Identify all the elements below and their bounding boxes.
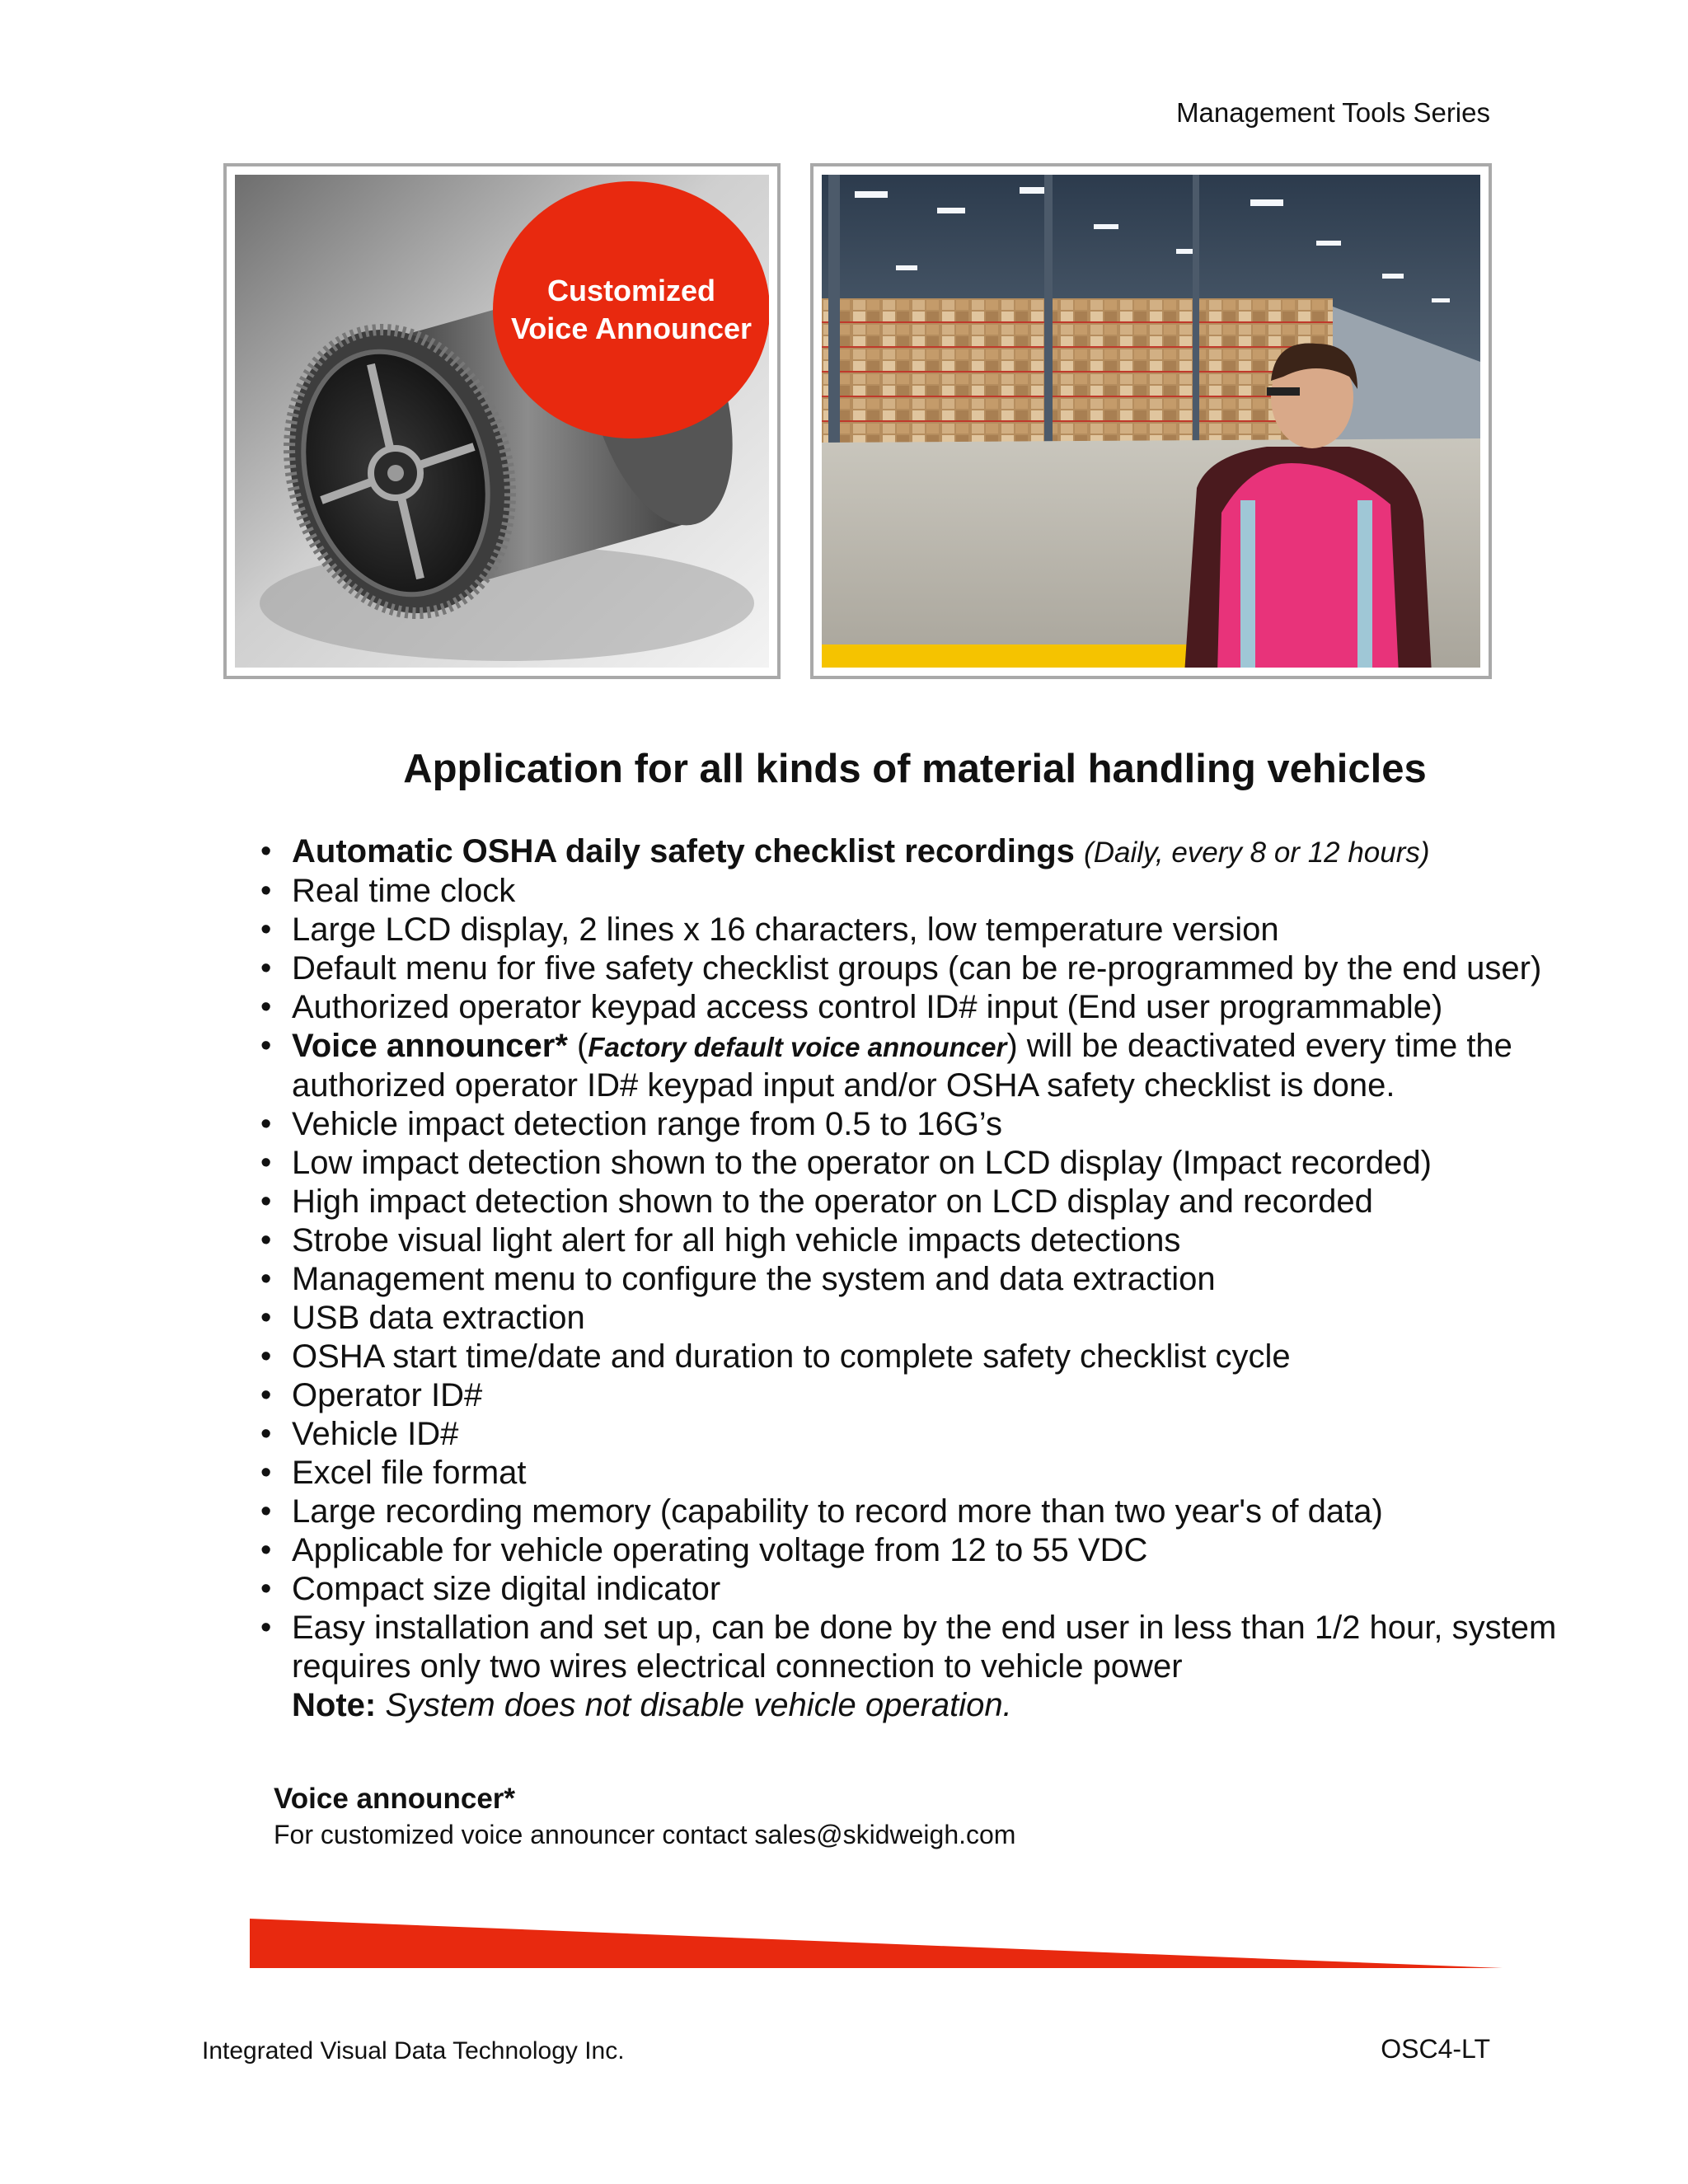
list-item: • Large recording memory (capability to record more than two year's of data) (257, 1493, 1576, 1531)
list-item: • Real time clock (257, 872, 1576, 911)
product-photo (223, 163, 781, 679)
list-item: • Automatic OSHA daily safety checklist recordings (Daily, every 8 or 12 hours) (257, 832, 1576, 872)
voice-announcer-contact: For customized voice announcer contact sales@skidweigh.com (274, 1820, 1016, 1849)
feature-list (257, 832, 1576, 1725)
list-item: • USB data extraction (257, 1299, 1576, 1338)
document-code: OSC4-LT (1381, 2034, 1490, 2064)
list-item: • Low impact detection shown to the operator on LCD display (Impact recorded) (257, 1144, 1576, 1183)
list-item: • Vehicle impact detection range from 0.5 to 16G’s (257, 1105, 1576, 1144)
page-heading: Application for all kinds of material handling vehicles (403, 747, 1427, 791)
red-accent-bar (250, 1919, 1503, 1970)
list-item: • Default menu for five safety checklist groups (can be re-programmed by the end user) (257, 949, 1576, 988)
list-item: • Vehicle ID# (257, 1415, 1576, 1454)
series-label: Management Tools Series (1176, 97, 1490, 128)
note-text: System does not disable vehicle operation. (376, 1687, 1012, 1723)
list-item: • High impact detection shown to the operator on LCD display and recorded (257, 1183, 1576, 1221)
company-name: Integrated Visual Data Technology Inc. (202, 2037, 625, 2064)
list-item: • Easy installation and set up, can be done by the end user in less than 1/2 hour, system requires only two wires electrical connection to vehicle power Note: System does not disable vehicle operation. (257, 1609, 1576, 1725)
list-item: • Excel file format (257, 1454, 1576, 1493)
list-item: • Authorized operator keypad access control ID# input (End user programmable) (257, 988, 1576, 1027)
list-item: • OSHA start time/date and duration to complete safety checklist cycle (257, 1338, 1576, 1376)
warehouse-image (822, 175, 1480, 668)
list-item: • Large LCD display, 2 lines x 16 characters, low temperature version (257, 911, 1576, 949)
warehouse-photo (810, 163, 1492, 679)
voice-announcer-badge: Customized Voice Announcer (493, 181, 769, 438)
note-label: Note: (292, 1687, 377, 1723)
warehouse-icon (822, 175, 1480, 668)
list-item: • Management menu to configure the system and data extraction (257, 1260, 1576, 1299)
speaker-image (235, 175, 769, 668)
list-item: • Strobe visual light alert for all high vehicle impacts detections (257, 1221, 1576, 1260)
list-item: • Voice announcer* (Factory default voice announcer) will be deactivated every time the authorized operator ID# keypad input and/or OSHA safety checklist is done. (257, 1027, 1576, 1105)
voice-announcer-title: Voice announcer* (274, 1783, 516, 1815)
list-item: • Compact size digital indicator (257, 1570, 1576, 1609)
list-item: • Applicable for vehicle operating voltage from 12 to 55 VDC (257, 1531, 1576, 1570)
list-item: • Operator ID# (257, 1376, 1576, 1415)
